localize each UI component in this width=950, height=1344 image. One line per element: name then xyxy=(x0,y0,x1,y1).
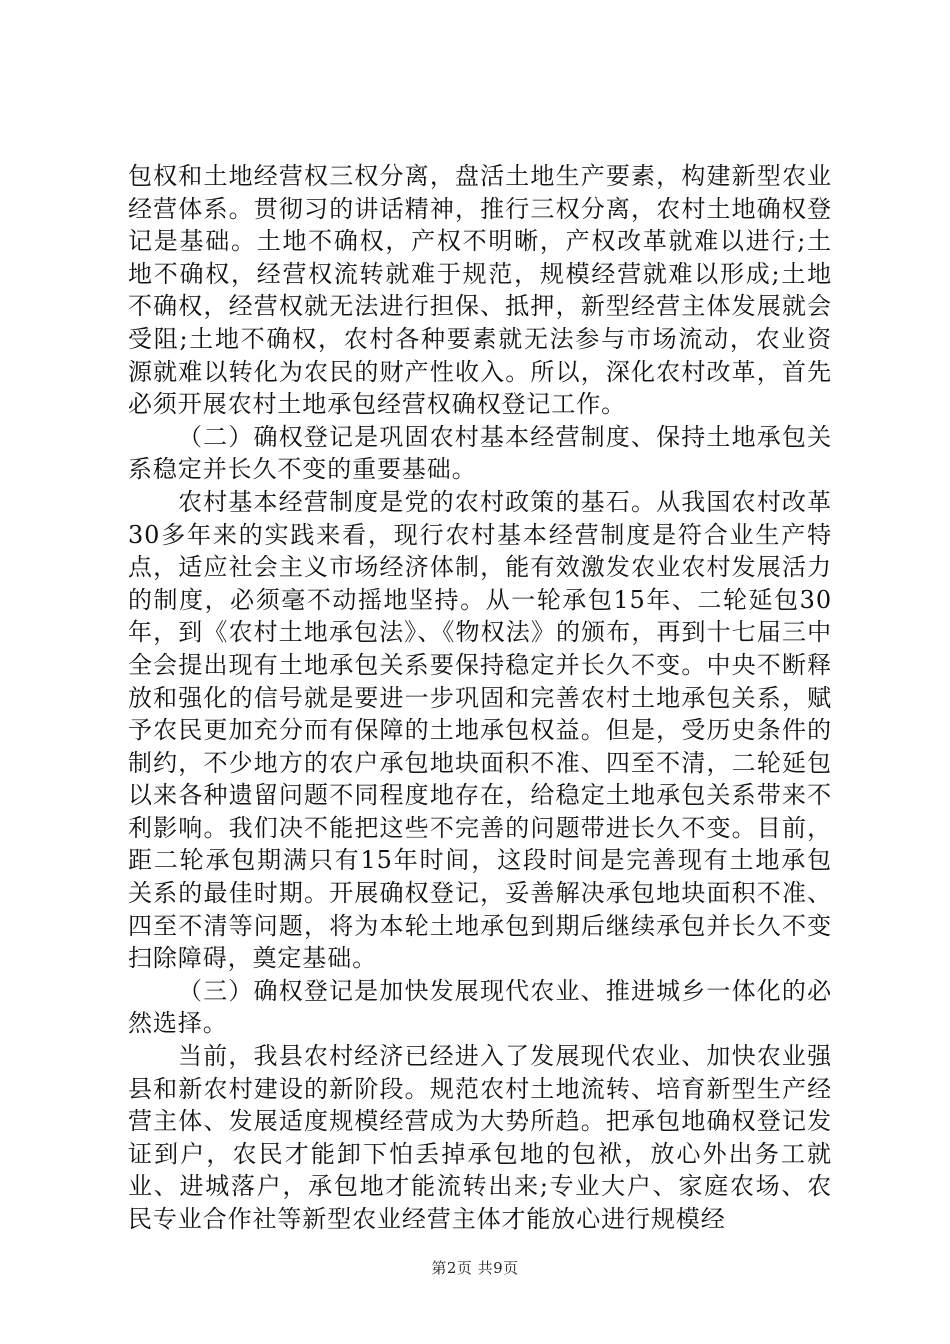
page-number: 第2页 共9页 xyxy=(431,1259,519,1277)
paragraph-current-stage: 当前，我县农村经济已经进入了发展现代农业、加快农业强县和新农村建设的新阶段。规范农村土地流转、培育新型生产经营主体、发展适度规模经营成为大势所趋。把承包地确权登记发证到户，农民才能卸下怕丢掉承包地的包袱，放心外出务工就业、进城落户，承包地才能流转出来;专业大户、家庭农场、农民专业合作社等新型农业经营主体才能放心进行规模经 xyxy=(128,1042,832,1233)
paragraph-continuation: 包权和土地经营权三权分离，盘活土地生产要素，构建新型农业经营体系。贯彻习的讲话精神，推行三权分离，农村土地确权登记是基础。土地不确权，产权不明晰，产权改革就难以进行;土地不确权，经营权流转就难于规范，规模经营就难以形成;土地不确权，经营权就无法进行担保、抵押，新型经营主体发展就会受阻;土地不确权，农村各种要素就无法参与市场流动，农业资源就难以转化为农民的财产性收入。所以，深化农村改革，首先必须开展农村土地承包经营权确权登记工作。 xyxy=(128,162,832,419)
paragraph-basic-system: 农村基本经营制度是党的农村政策的基石。从我国农村改革30多年来的实践来看，现行农村基本经营制度是符合业生产特点，适应社会主义市场经济体制，能有效激发农业农村发展活力的制度，必须毫不动摇地坚持。从一轮承包15年、二轮延包30年，到《农村土地承包法》、《物权法》的颁布，再到十七届三中全会提出现有土地承包关系要保持稳定并长久不变。中央不断释放和强化的信号就是要进一步巩固和完善农村土地承包关系，赋予农民更加充分而有保障的土地承包权益。但是，受历史条件的制约，不少地方的农户承包地块面积不准、四至不清，二轮延包以来各种遗留问题不同程度地存在，给稳定土地承包关系带来不利影响。我们决不能把这些不完善的问题带进长久不变。目前，距二轮承包期满只有15年时间，这段时间是完善现有土地承包关系的最佳时期。开展确权登记，妥善解决承包地块面积不准、四至不清等问题，将为本轮土地承包到期后继续承包并长久不变扫除障碍，奠定基础。 xyxy=(128,487,832,973)
body-text xyxy=(128,160,832,1236)
section-heading-three: （三）确权登记是加快发展现代农业、推进城乡一体化的必然选择。 xyxy=(128,976,832,1038)
section-heading-two: （二）确权登记是巩固农村基本经营制度、保持土地承包关系稳定并长久不变的重要基础。 xyxy=(128,422,832,484)
